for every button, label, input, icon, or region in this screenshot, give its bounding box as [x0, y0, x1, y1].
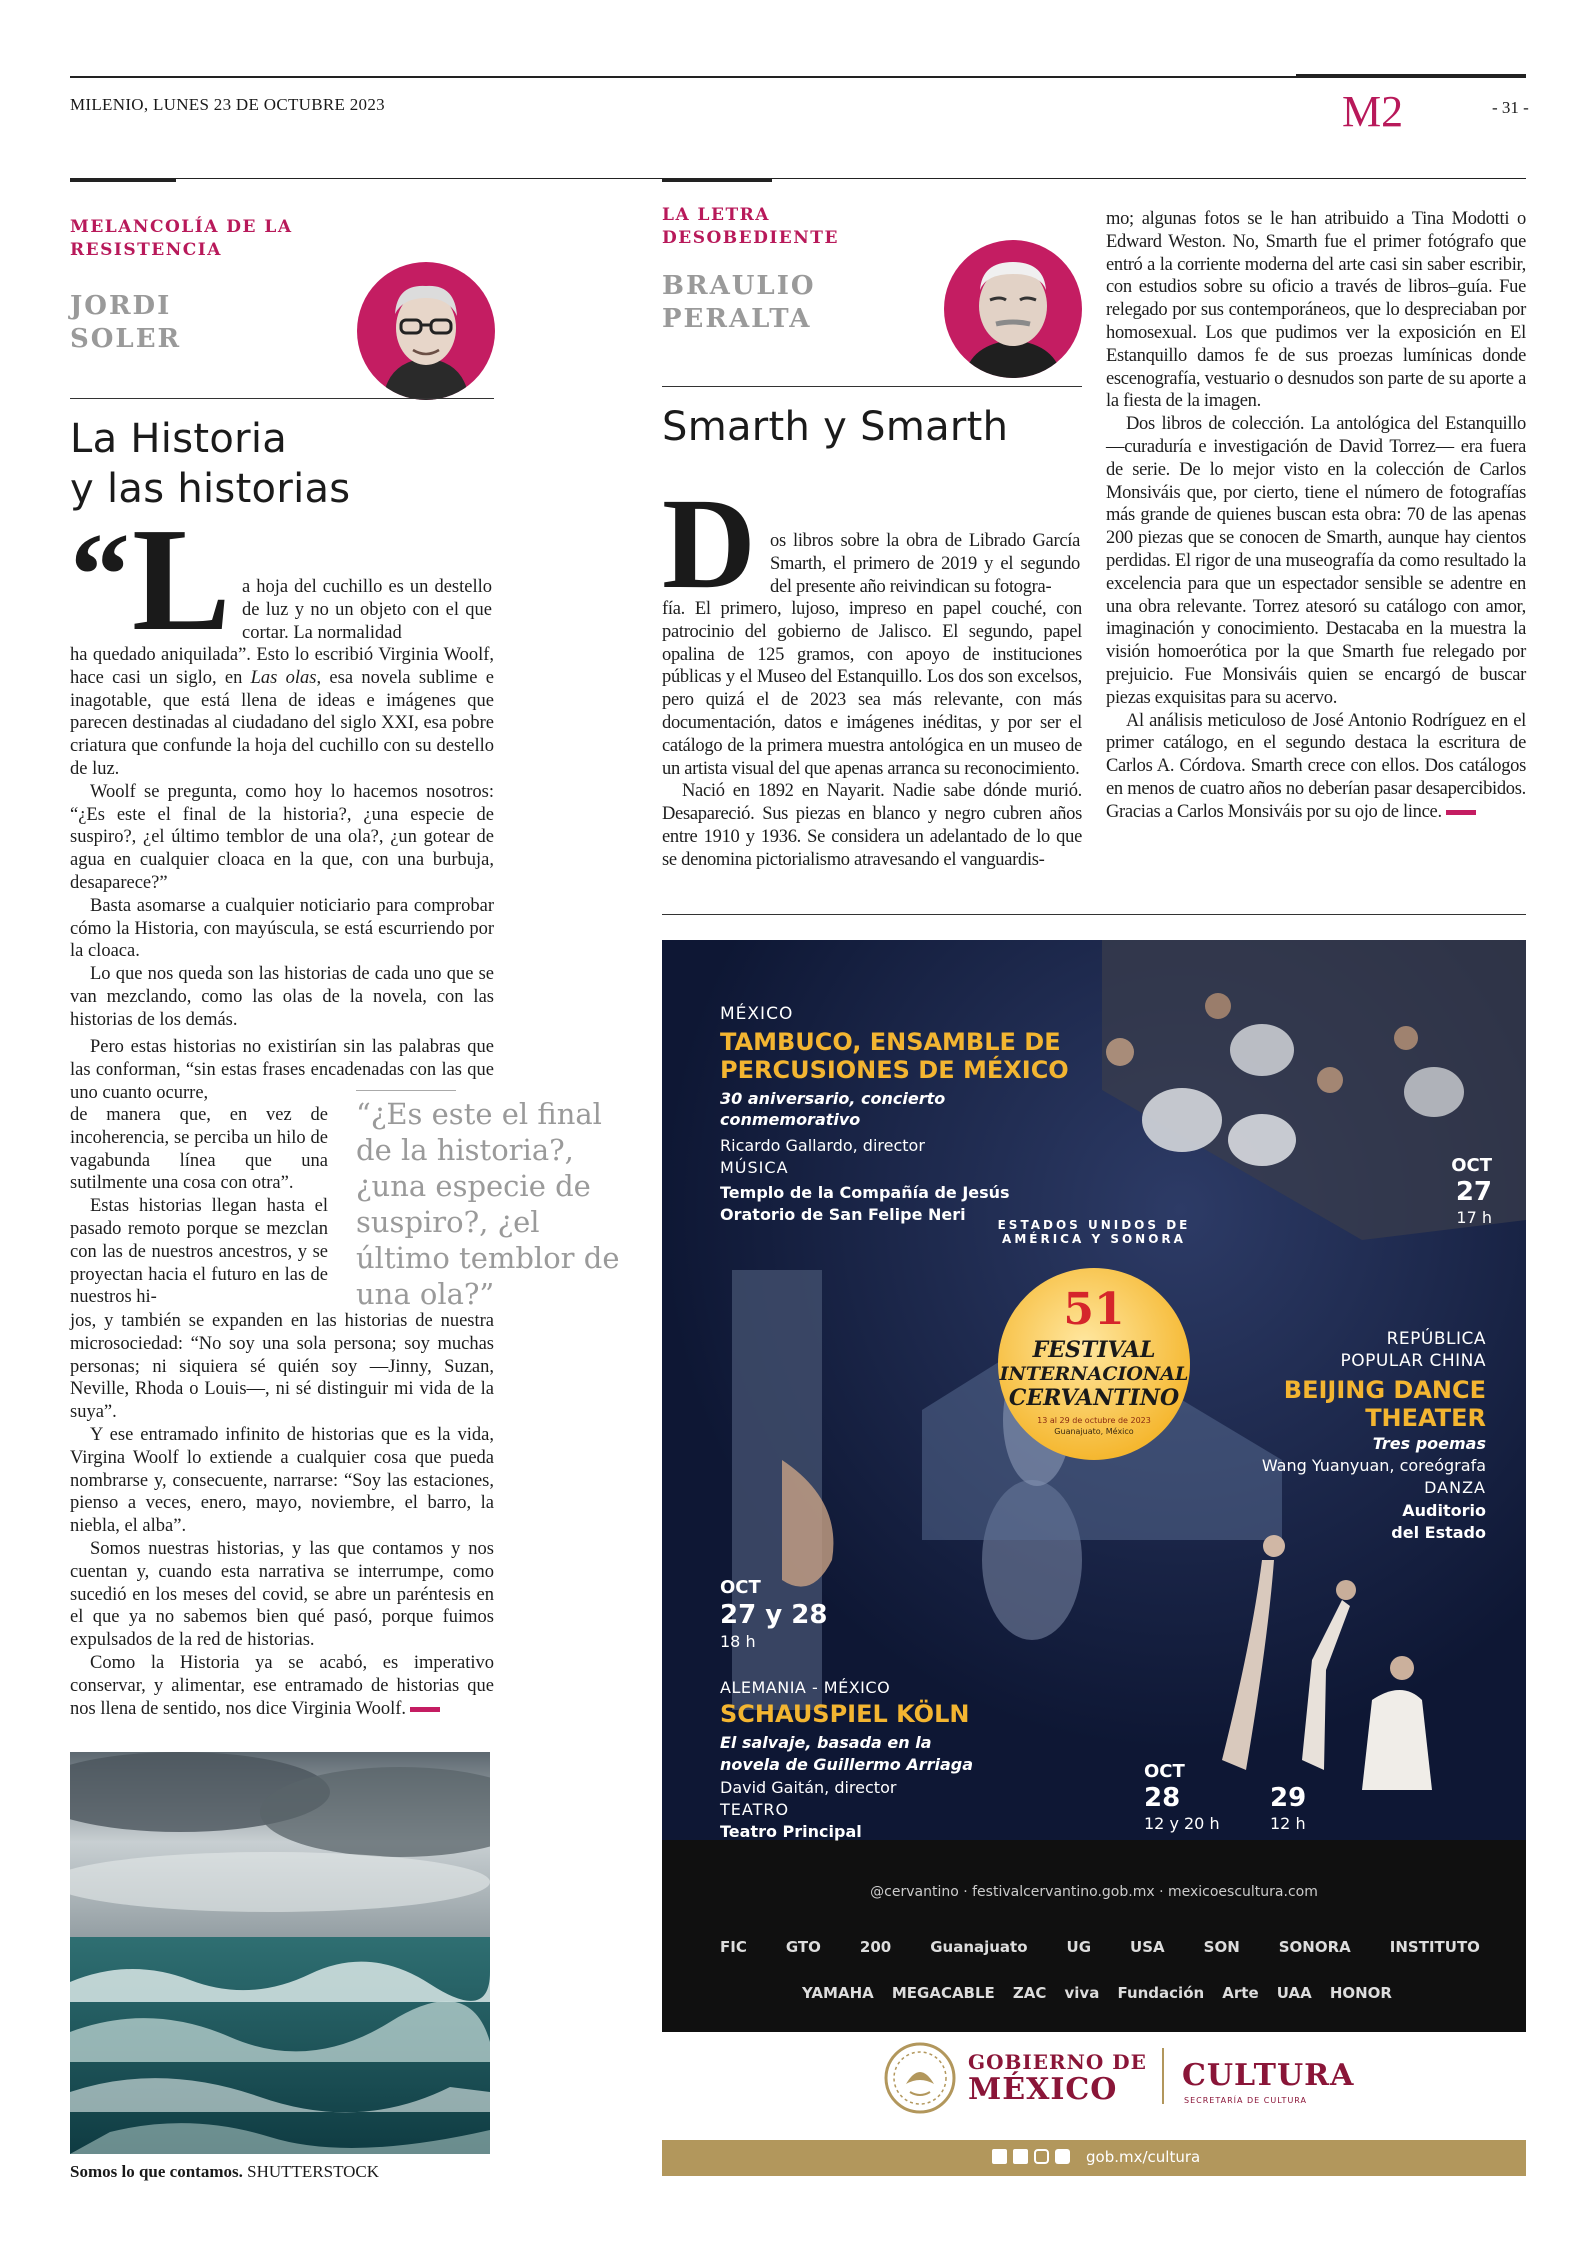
sponsor-logos-row [720, 1936, 1480, 1958]
pull-quote: “¿Es este el final de la historia?, ¿una especie de suspiro?, ¿el último temblor de una ola?” [356, 1097, 620, 1311]
article-body-lower [70, 1310, 494, 1720]
badge-line: INTERNACIONAL [999, 1363, 1189, 1385]
venue-line: Templo de la Compañía de Jesús [720, 1183, 1010, 1202]
ad-sponsor-footer [662, 1840, 1526, 2032]
closing-text: Al análisis meticuloso de José Antonio Rodríguez en el primer catálogo, en el segundo destaca la escritura de Carlos A. Córdova. Smarth crece con ellos. Dos catálogos en menos de cuatro años no deberían pasar desapercibidos. Gracias a Carlos Monsiváis por su ojo de lince. [1106, 710, 1526, 822]
pullquote-rule [356, 1090, 456, 1091]
ocean-photo [70, 1752, 490, 2154]
date-hour: 12 y 20 h [1144, 1814, 1220, 1833]
paragraph-fragment: Estas historias llegan hasta el pasado remoto porque se mezclan con las de nuestros ancestros, y se proyectan hacia el futuro en las de nuestros hi- [70, 1196, 328, 1308]
column-tab [662, 178, 772, 182]
article-body-narrow [70, 1104, 328, 1309]
event-subtitle: Tres poemas [1372, 1434, 1486, 1453]
lead-paragraph: ha quedado aniquilada”. Esto lo escribió Virginia Woolf, hace casi un siglo, en Las olas, esa novela sublime e inagotable, que está llena de ideas e imágenes que parecen destinadas al ciudadano del siglo XXI, esa pobre criatura que confunde la hoja del cuchillo con su destello de luz. [70, 645, 495, 779]
country-line: POPULAR CHINA [1340, 1351, 1486, 1371]
sponsor-logo: SONORA [1278, 1938, 1351, 1956]
photo-caption [70, 2162, 379, 2182]
author-line: SOLER [70, 324, 182, 354]
ad-links: @cervantino · festivalcervantino.gob.mx · mexicoescultura.com [870, 1884, 1318, 1900]
venue-line: Oratorio de San Felipe Neri [720, 1205, 966, 1224]
government-url-bar [662, 2140, 1526, 2176]
sponsor-logo: UAA [1276, 1984, 1312, 2002]
paragraph: Pero estas historias no existirían sin las palabras que las conforman, “sin estas frases encadenadas con las que uno cuanto ocurre, [70, 1037, 494, 1103]
masthead-dateline: MILENIO, LUNES 23 DE OCTUBRE 2023 [70, 95, 385, 114]
sponsor-logo: viva [1064, 1984, 1100, 2002]
badge-arc-text: ESTADOS UNIDOS DE AMÉRICA Y SONORA [997, 1218, 1191, 1246]
column-kicker [70, 216, 293, 262]
paragraph: Somos nuestras historias, y las que contamos y nos cuentan y, cuando esta narrativa se interrumpe, como sucedió en los meses del covid, se abre un paréntesis en el que ya no sabemos bien qué pasó, porque fuimos expulsados de la red de historias. [70, 1538, 494, 1651]
event-title [720, 1028, 1069, 1084]
wordmark-line: MÉXICO [968, 2072, 1118, 2107]
drop-cap: L [132, 498, 231, 662]
headline-line: y las historias [70, 466, 351, 512]
paragraph-fragment: de manera que, en vez de incoherencia, se perciba un hilo de vagabunda línea que una sutilmente una cosa con otra”. [70, 1105, 328, 1194]
author-line: JORDI [70, 291, 172, 321]
date-day: 27 y 28 [720, 1600, 828, 1630]
kicker-line: LA LETRA [662, 205, 770, 225]
article-lead-top [770, 530, 1080, 598]
column-kicker [662, 204, 839, 250]
event-director: Wang Yuanyuan, coreógrafa [1261, 1456, 1486, 1475]
sponsor-logo: USA [1130, 1938, 1165, 1956]
event-country: ALEMANIA - MÉXICO [720, 1678, 891, 1697]
event-venue [720, 1182, 1010, 1226]
government-url: gob.mx/cultura [1086, 2148, 1201, 2166]
section-code: M2 [1342, 87, 1404, 136]
event-country: MÉXICO [720, 1004, 794, 1024]
paragraph: Lo que nos queda son las historias de cada uno que se van mezclando, como las olas de la novela, con las historias de los demás. [70, 964, 494, 1030]
social-icons [992, 2149, 1070, 2164]
sponsor-logo: ZAC [1012, 1984, 1047, 2002]
event-genre: TEATRO [720, 1800, 790, 1819]
subtitle-line: novela de Guillermo Arriaga [720, 1755, 974, 1774]
badge-line: FESTIVAL [1032, 1337, 1156, 1363]
twitter-icon [1013, 2149, 1028, 2164]
event-title-line: TAMBUCO, ENSAMBLE DE [720, 1028, 1061, 1056]
article-body [70, 644, 494, 1032]
subtitle-line: conmemorativo [720, 1110, 861, 1129]
event-title-line: BEIJING DANCE [1283, 1376, 1486, 1404]
venue-line: Auditorio [1402, 1501, 1486, 1520]
opening-quote-mark: “ [70, 508, 130, 641]
closing-text: Como la Historia ya se acabó, es imperativo conservar, y alimentar, ese entramado de historias que nos llena de sentido, nos dice Virginia Woolf. [70, 1652, 494, 1719]
instagram-icon [1034, 2149, 1049, 2164]
badge-festival-name [976, 1338, 1212, 1410]
paragraph-fragment: mo; algunas fotos se le han atribuido a Tina Modotti o Edward Weston. No, Smarth fue el primer fotógrafo que entró a la corriente moderna del arte casi sin saber escribir, con estudios sobre su oficio a través de libros–guía. Fue relegado por sus contemporáneos, que lo despreciaban por homosexual. Los que pudimos ver la exposición en El Estanquillo damos fe de sus proezas lumínicas donde escenografía, vestuario o desnudos son parte de su aporte a la fiesta de la imagen. [1106, 209, 1526, 412]
kicker-line: MELANCOLÍA DE LA [70, 217, 293, 237]
author-name [70, 290, 181, 356]
event-subtitle [720, 1732, 973, 1776]
event-subtitle [720, 1088, 945, 1130]
paragraph: Nació en 1892 en Nayarit. Nadie sabe dónde murió. Desapareció. Sus piezas en blanco y negro cubren años entre 1910 y 1936. Se considera un adelantado de lo que se denomina pictorialismo atravesando el vanguardis- [662, 781, 1082, 870]
lead-fragment: os libros sobre la obra de Librado García Smarth, el primero de 2019 y el segundo del presente año reivindican su fotogra- [770, 531, 1080, 597]
paragraph-fragment: jos, y también se expanden en las historias de nuestra microsociedad: “No soy una sola persona; soy muchas personas; ni siquiera sé quién soy —Jinny, Suzan, Neville, Rhoda o Louis—, ni sé distinguir mi vida de la suya”. [70, 1311, 494, 1423]
event-country [1182, 1328, 1486, 1372]
date-day: 27 [1455, 1177, 1492, 1207]
section-rule [662, 914, 1526, 915]
sponsor-logo: HONOR [1329, 1984, 1392, 2002]
end-mark [1446, 810, 1476, 815]
paragraph: Woolf se pregunta, como hoy lo hacemos nosotros: “¿Es este el final de la historia?, ¿una especie de suspiro?, ¿el último temblor de una ola?, ¿un gotear de agua en cualquier cloaca en la que, con una burbuja, desaparece?” [70, 781, 494, 893]
event-title-line: THEATER [1365, 1404, 1486, 1432]
author-portrait [357, 262, 495, 400]
sponsor-logos-row [802, 1982, 1392, 2004]
paragraph: Y ese entramado infinito de historias que es la vida, Virgina Woolf lo extiende a cualquier cosa que pueda nombrarse y, consecuente, narrarse: “Soy las estaciones, pienso a veces, enero, mayo, noviembre, el barro, la niebla, el alba”. [70, 1424, 494, 1537]
event-genre: MÚSICA [720, 1158, 789, 1177]
wordmark-divider [1162, 2048, 1164, 2104]
lead-fragment: a hoja del cuchillo es un destello de luz y no un objeto con el que cortar. La normalidad [242, 577, 492, 643]
badge-place: Guanajuato, México [1054, 1427, 1134, 1436]
youtube-icon [1055, 2149, 1070, 2164]
end-mark [410, 1707, 440, 1712]
author-line: BRAULIO [662, 271, 816, 301]
article-lead-top [242, 576, 492, 644]
event-date [1144, 1760, 1220, 1836]
sponsor-logo: Guanajuato [930, 1938, 1028, 1956]
event-director: Ricardo Gallardo, director [720, 1136, 925, 1155]
culture-wordmark: CULTURA [1182, 2058, 1355, 2093]
author-line: PERALTA [662, 304, 812, 334]
sponsor-logo: SON [1203, 1938, 1240, 1956]
culture-subtitle: SECRETARÍA DE CULTURA [1184, 2096, 1308, 2105]
subtitle-line: 30 aniversario, concierto [720, 1089, 946, 1108]
festival-badge [976, 1218, 1212, 1460]
sponsor-logo: UG [1066, 1938, 1092, 1956]
closing-paragraph [1106, 710, 1526, 824]
date-day: 28 [1144, 1783, 1181, 1813]
event-title-line: PERCUSIONES DE MÉXICO [720, 1056, 1069, 1084]
badge-edition-number: 51 [1063, 1284, 1125, 1335]
paragraph: Basta asomarse a cualquier noticiario para comprobar cómo la Historia, con mayúscula, se está escurriendo por la cloaca. [70, 895, 494, 962]
date-day: 29 [1270, 1783, 1307, 1813]
sponsor-logo: 200 [859, 1938, 892, 1956]
event-genre: DANZA [1424, 1478, 1486, 1497]
author-name [662, 270, 816, 336]
column-tab [70, 178, 176, 182]
event-title: SCHAUSPIEL KÖLN [720, 1700, 970, 1728]
badge-line: CERVANTINO [1008, 1385, 1180, 1411]
event-date [720, 1576, 827, 1654]
government-wordmark [968, 2048, 1147, 2107]
subtitle-line: El salvaje, basada en la [720, 1733, 932, 1752]
wordmark-line: GOBIERNO DE [968, 2050, 1147, 2074]
column-rule [70, 398, 494, 399]
date-month: OCT [1144, 1761, 1185, 1782]
event-date [1436, 1154, 1492, 1230]
venue-line: del Estado [1391, 1523, 1486, 1542]
paragraph: Dos libros de colección. La antológica del Estanquillo —curaduría e investigación de David Torrez— era fuera de serie. De lo mejor visto en la colección de Carlos Monsiváis que, por cierto, tiene el número de fotografías más grande de quienes buscan esta obra: 70 de las apenas 200 piezas que se conocen de Smarth, aunque hay cientos perdidas. El rigor de una museografía da como resultado la excelencia para que un espectador sensible se adentre en una obra relevante. Torrez atesoró su catálogo con amor, imaginación y conocimiento. Destacaba en la muestra la visión homoerótica por la que Smarth fue relegado por prejuicio. Fue Monsiváis quien se encargó de buscar piezas exquisitas para su acervo. [1106, 414, 1526, 708]
header-rule [70, 178, 1526, 179]
top-rule-accent [1296, 74, 1526, 78]
page-number: - 31 - [1492, 98, 1529, 117]
photo-credit: SHUTTERSTOCK [247, 2162, 380, 2181]
facebook-icon [992, 2149, 1007, 2164]
sponsor-logo: YAMAHA [802, 1984, 874, 2002]
event-director: David Gaitán, director [720, 1778, 897, 1797]
article-headline: Smarth y Smarth [662, 404, 1009, 450]
event-venue [1182, 1500, 1486, 1544]
sponsor-logo: FIC [720, 1938, 747, 1956]
article-body-continued [70, 1036, 494, 1104]
country-line: REPÚBLICA [1386, 1329, 1486, 1349]
closing-paragraph [70, 1652, 494, 1720]
column-rule [662, 386, 1082, 387]
date-month: OCT [720, 1577, 761, 1598]
event-venue: Teatro Principal [720, 1822, 862, 1841]
festival-advertisement [662, 940, 1526, 2032]
sponsor-logo: Fundación [1117, 1984, 1205, 2002]
event-title [1182, 1376, 1486, 1432]
sponsor-logo: Arte [1222, 1984, 1259, 2002]
caption-text: Somos lo que contamos. [70, 2162, 243, 2181]
event-date-second [1270, 1784, 1306, 1836]
sponsor-logo: INSTITUTO [1389, 1938, 1480, 1956]
sponsor-logo: MEGACABLE [891, 1984, 995, 2002]
kicker-line: RESISTENCIA [70, 240, 222, 260]
author-portrait [944, 240, 1082, 378]
drop-cap: D [662, 472, 756, 616]
kicker-line: DESOBEDIENTE [662, 228, 839, 248]
headline-line: La Historia [70, 416, 288, 462]
government-banner [662, 2040, 1526, 2150]
lead-paragraph: fía. El primero, lujoso, impreso en papel couché, con patrocinio del gobierno de Jalisco. El segundo, papel opalina de 125 gramos, con apoyo de instituciones públicas y el Museo del Estanquillo. Los dos son excelsos, pero quizá el de 2023 sea más relevante, con más documentación, datos e imágenes inéditas, y por ser el catálogo de la primera muestra antológica en un museo de un artista visual del que apenas arranca su reconocimiento. [662, 599, 1082, 779]
sponsor-logo: GTO [785, 1938, 821, 1956]
date-hour: 17 h [1456, 1208, 1492, 1227]
date-hour: 18 h [720, 1632, 756, 1651]
article-body-right [1106, 208, 1526, 824]
date-month: OCT [1451, 1155, 1492, 1176]
national-seal-icon [882, 2040, 958, 2116]
article-body [662, 598, 1082, 872]
date-hour: 12 h [1270, 1814, 1306, 1833]
badge-dates: 13 al 29 de octubre de 2023 [1037, 1416, 1151, 1425]
